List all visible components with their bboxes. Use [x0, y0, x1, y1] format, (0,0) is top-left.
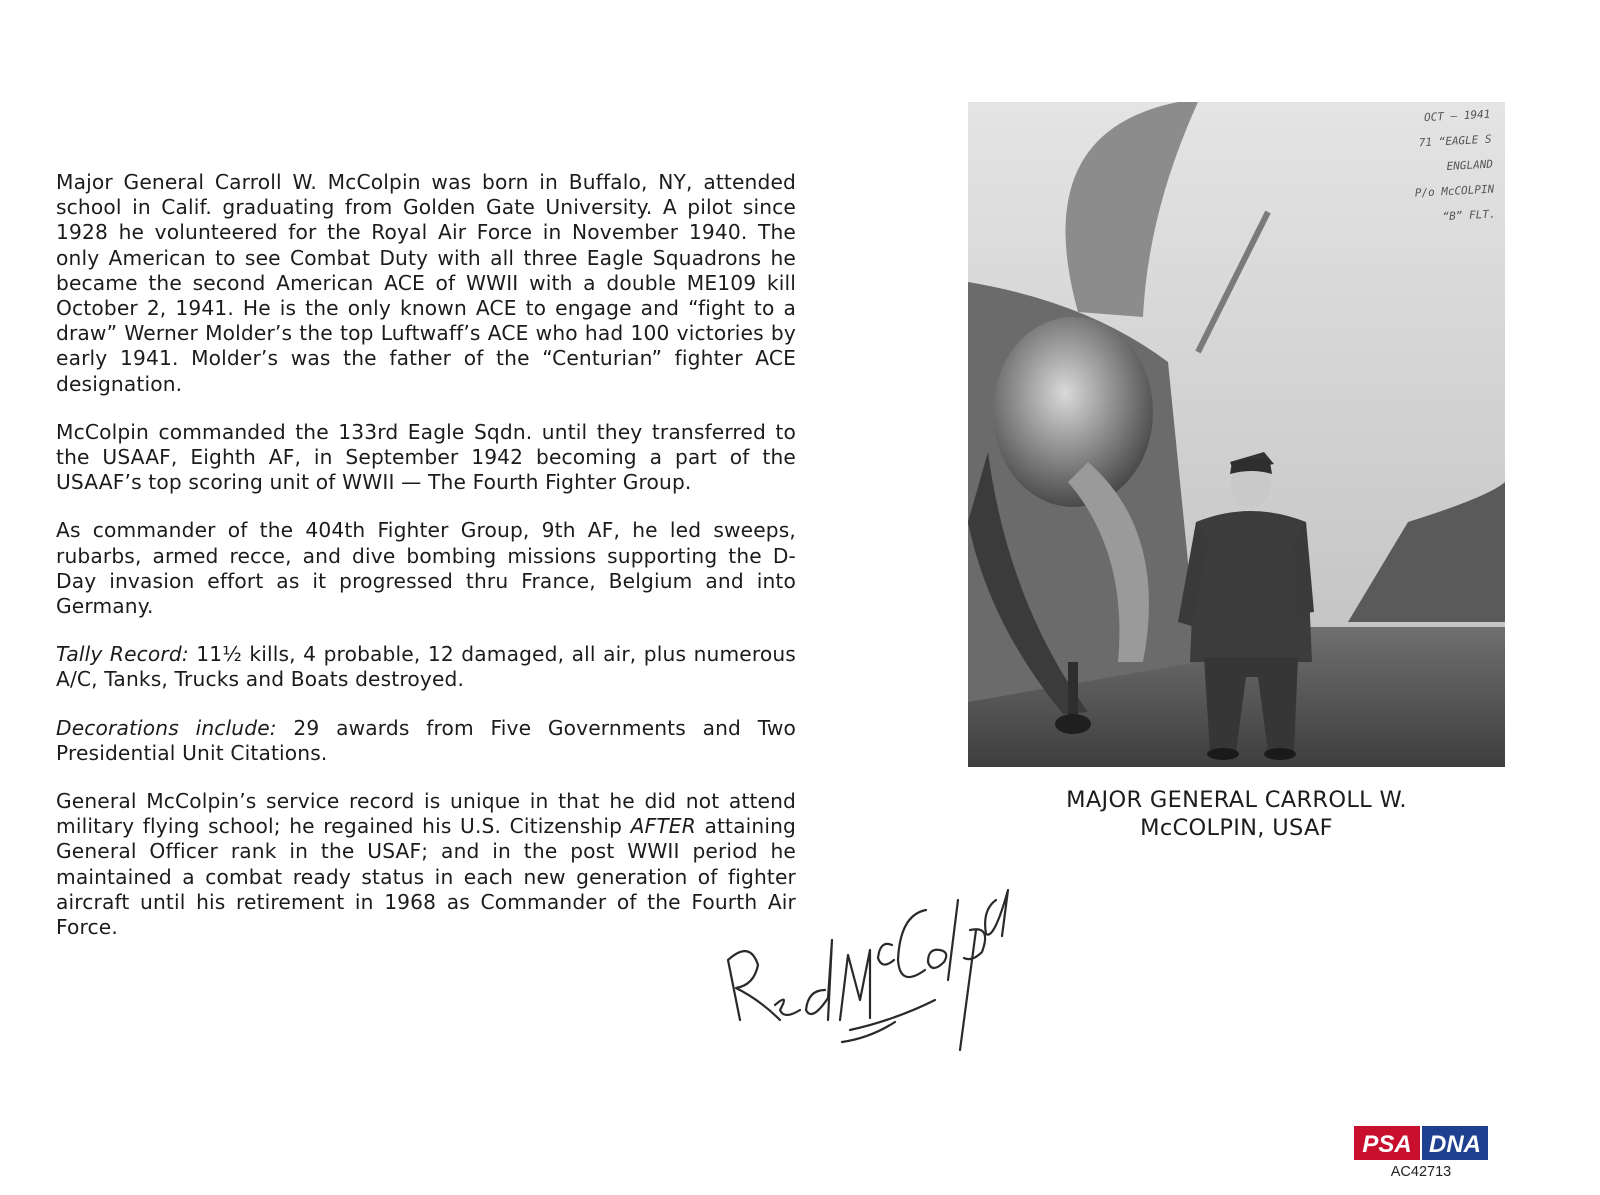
psa-dna-logo [1354, 1126, 1488, 1160]
dna-logo-text: DNA [1429, 1131, 1481, 1158]
bio-paragraph-early-career: Major General Carroll W. McColpin was born in Buffalo, NY, attended school in Calif. graduating from Golden Gate University. A pilot since 1928 he volunteered for the Royal Air Force in November 1940. The only American to see Combat Duty with all three Eagle Squadrons he became the second American ACE of WWII with a double ME109 kill October 2, 1941. He is the only known ACE to engage and “fight to a draw” Werner Molder’s the top Luftwaff’s ACE who had 100 victories by early 1941. Molder’s was the father of the “Centurian” fighter ACE designation. [56, 170, 796, 396]
service-record-text-b: attaining General Officer rank in the USAF; and in the post WWII period he maintained a combat ready status in each new generation of fighter aircraft until his retirement in 1968 as Commander of the Fourth Air Force. [56, 814, 796, 940]
service-record-after: AFTER [630, 814, 696, 839]
photo-caption [968, 786, 1505, 842]
bio-paragraph-eagle-squadron: McColpin commanded the 133rd Eagle Sqdn. until they transferred to the USAAF, Eighth AF, in September 1942 becoming a part of the USAAF’s top scoring unit of WWII — The Fourth Fighter Group. [56, 419, 796, 495]
aircraft-photo [968, 102, 1505, 767]
tally-record-label: Tally Record: [56, 642, 189, 667]
biography-text [56, 170, 796, 940]
bio-paragraph-404th-fighter-group: As commander of the 404th Fighter Group, 9th AF, he led sweeps, rubarbs, armed recce, and dive bombing missions supporting the D-Day invasion effort as it progressed thru France, Belgium and into Germany. [56, 518, 796, 619]
photo-note-line: P/o McCOLPIN [1414, 182, 1495, 200]
service-record-text-a: General McColpin’s service record is unique in that he did not attend military flying school; he regained his U.S. Citizenship [56, 789, 796, 839]
caption-line-2: McCOLPIN, USAF [1140, 815, 1333, 841]
tally-record-text: 11½ kills, 4 probable, 12 damaged, all air, plus numerous A/C, Tanks, Trucks and Boats destroyed. [56, 642, 796, 692]
decorations-label: Decorations include: [56, 715, 277, 740]
authentication-code: AC42713 [1390, 1164, 1452, 1180]
photo-note-line: “B” FLT. [1442, 207, 1496, 224]
photo-note-line: ENGLAND [1446, 157, 1494, 173]
decorations-text: 29 awards from Five Governments and Two Presidential Unit Citations. [56, 715, 796, 765]
bio-paragraph-service-record [56, 789, 796, 940]
bio-paragraph-tally-record [56, 642, 796, 692]
photo-handwritten-note [1320, 102, 1496, 235]
caption-line-1: MAJOR GENERAL CARROLL W. [1066, 787, 1407, 813]
bio-paragraph-decorations [56, 716, 796, 766]
signature-graphic [720, 870, 1020, 1060]
psa-logo-text: PSA [1362, 1131, 1412, 1158]
photo-note-line: 71 “EAGLE S [1418, 132, 1492, 150]
photo-note-line: OCT – 1941 [1423, 107, 1491, 125]
